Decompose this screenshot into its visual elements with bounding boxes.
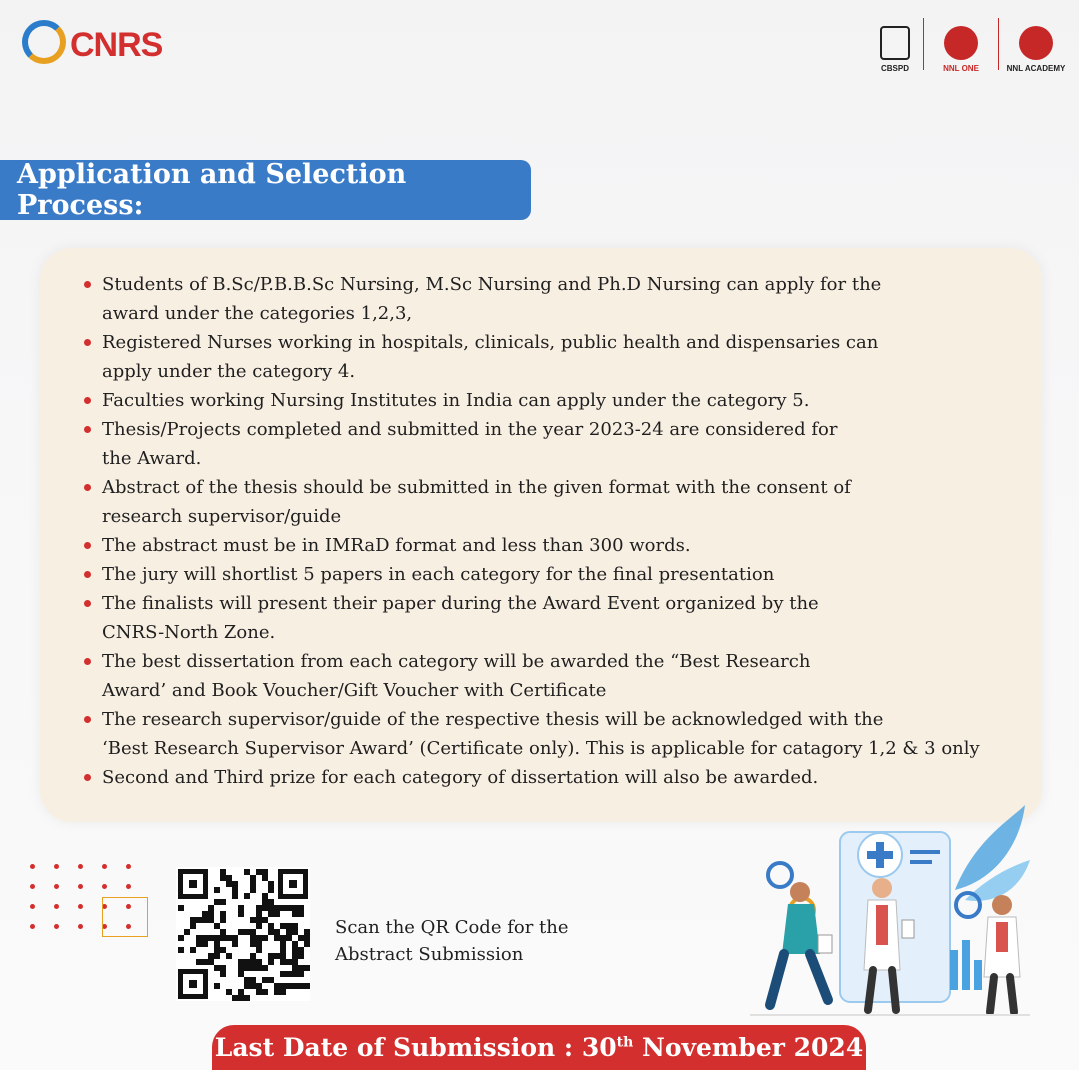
section-title-bar	[0, 160, 531, 220]
qr-instruction	[335, 914, 595, 968]
qr-module	[268, 959, 274, 965]
decorative-dot	[54, 884, 59, 889]
qr-module	[226, 953, 232, 959]
decorative-frame	[102, 897, 148, 937]
decorative-dot	[54, 904, 59, 909]
qr-module	[274, 911, 280, 917]
cbspd-logo-label: CBSPD	[880, 64, 909, 73]
decorative-dot	[78, 864, 83, 869]
qr-module	[232, 893, 238, 899]
qr-module	[256, 923, 262, 929]
list-item: Abstract of the thesis should be submitted in the given format with the consent of research supervisor/guide	[80, 473, 1040, 531]
list-item: Thesis/Projects completed and submitted in the year 2023-24 are considered for the Award.	[80, 415, 1040, 473]
qr-module	[232, 941, 238, 947]
qr-finder-pattern	[178, 869, 208, 899]
list-item: The abstract must be in IMRaD format and less than 300 words.	[80, 531, 1040, 560]
nnl-academy-logo-label: NNL ACADEMY	[1006, 64, 1066, 73]
decorative-dot	[102, 884, 107, 889]
list-item: Students of B.Sc/P.B.B.Sc Nursing, M.Sc Nursing and Ph.D Nursing can apply for the award under the categories 1,2,3,	[80, 270, 1040, 328]
decorative-dot	[30, 924, 35, 929]
decorative-dot	[30, 884, 35, 889]
qr-module	[304, 941, 310, 947]
qr-module	[178, 905, 184, 911]
partner-logos	[873, 14, 1067, 74]
nnl-academy-logo	[1005, 15, 1067, 73]
book-icon	[880, 26, 910, 60]
qr-module	[262, 935, 268, 941]
deadline-ordinal: th	[616, 1034, 634, 1051]
qr-code[interactable]	[176, 867, 310, 1001]
decorative-dot	[78, 924, 83, 929]
section-title: Application and Selection Process:	[17, 159, 407, 221]
decorative-dot	[54, 924, 59, 929]
decorative-dot	[78, 904, 83, 909]
deadline-prefix: Last Date of Submission : 30	[214, 1033, 617, 1062]
qr-module	[298, 971, 304, 977]
qr-module	[262, 965, 268, 971]
qr-module	[250, 887, 256, 893]
decorative-dot	[126, 864, 131, 869]
deadline-suffix: November 2024	[633, 1033, 864, 1062]
decorative-dot	[54, 864, 59, 869]
qr-module	[190, 947, 196, 953]
qr-module	[220, 971, 226, 977]
cnrs-logo-text: CNRS	[70, 26, 163, 64]
list-item: Registered Nurses working in hospitals, clinicals, public health and dispensaries can apply under the category 4.	[80, 328, 1040, 386]
decorative-dot	[78, 884, 83, 889]
qr-module	[214, 983, 220, 989]
list-item: The research supervisor/guide of the respective thesis will be acknowledged with the ‘Best Research Supervisor Award’ (Certificate only). This is applicable for catagory 1,2 & 3 only	[80, 705, 1040, 763]
qr-module	[304, 965, 310, 971]
qr-instruction-line1: Scan the QR Code for the	[335, 917, 569, 938]
qr-module	[268, 887, 274, 893]
qr-finder-pattern	[178, 969, 208, 999]
list-item: The jury will shortlist 5 papers in each category for the final presentation	[80, 560, 1040, 589]
decorative-dot	[102, 864, 107, 869]
qr-module	[184, 929, 190, 935]
qr-module	[262, 989, 268, 995]
qr-module	[244, 995, 250, 1001]
qr-module	[214, 953, 220, 959]
decorative-dot	[126, 884, 131, 889]
logo-divider	[998, 18, 999, 70]
logo-divider	[923, 18, 924, 70]
qr-module	[280, 989, 286, 995]
nnl-one-emblem-icon	[944, 26, 978, 60]
qr-module	[298, 911, 304, 917]
qr-module	[298, 953, 304, 959]
deadline-banner	[212, 1025, 866, 1070]
list-item: The finalists will present their paper during the Award Event organized by the CNRS-North Zone.	[80, 589, 1040, 647]
qr-module	[214, 887, 220, 893]
list-item: The best dissertation from each category will be awarded the “Best Research Award’ and Book Voucher/Gift Voucher with Certificate	[80, 647, 1040, 705]
magnifier-icon	[22, 20, 66, 64]
qr-finder-pattern	[278, 869, 308, 899]
decorative-dot	[30, 864, 35, 869]
qr-instruction-line2: Abstract Submission	[335, 944, 524, 965]
qr-module	[220, 899, 226, 905]
qr-module	[244, 893, 250, 899]
qr-module	[304, 983, 310, 989]
list-item: Faculties working Nursing Institutes in India can apply under the category 5.	[80, 386, 1040, 415]
qr-module	[190, 923, 196, 929]
nnl-academy-emblem-icon	[1019, 26, 1053, 60]
cbspd-logo	[873, 15, 917, 73]
qr-module	[256, 947, 262, 953]
process-list	[80, 270, 1040, 792]
nnl-one-logo	[930, 15, 992, 73]
qr-module	[238, 911, 244, 917]
qr-module	[202, 941, 208, 947]
list-item: Second and Third prize for each category of dissertation will also be awarded.	[80, 763, 1040, 792]
decorative-dot	[30, 904, 35, 909]
nnl-one-logo-label: NNL ONE	[943, 64, 979, 73]
qr-module	[178, 947, 184, 953]
deadline-text	[215, 1033, 863, 1062]
medical-team-illustration	[740, 800, 1040, 1025]
qr-module	[220, 917, 226, 923]
cnrs-logo	[12, 14, 172, 76]
qr-module	[178, 935, 184, 941]
